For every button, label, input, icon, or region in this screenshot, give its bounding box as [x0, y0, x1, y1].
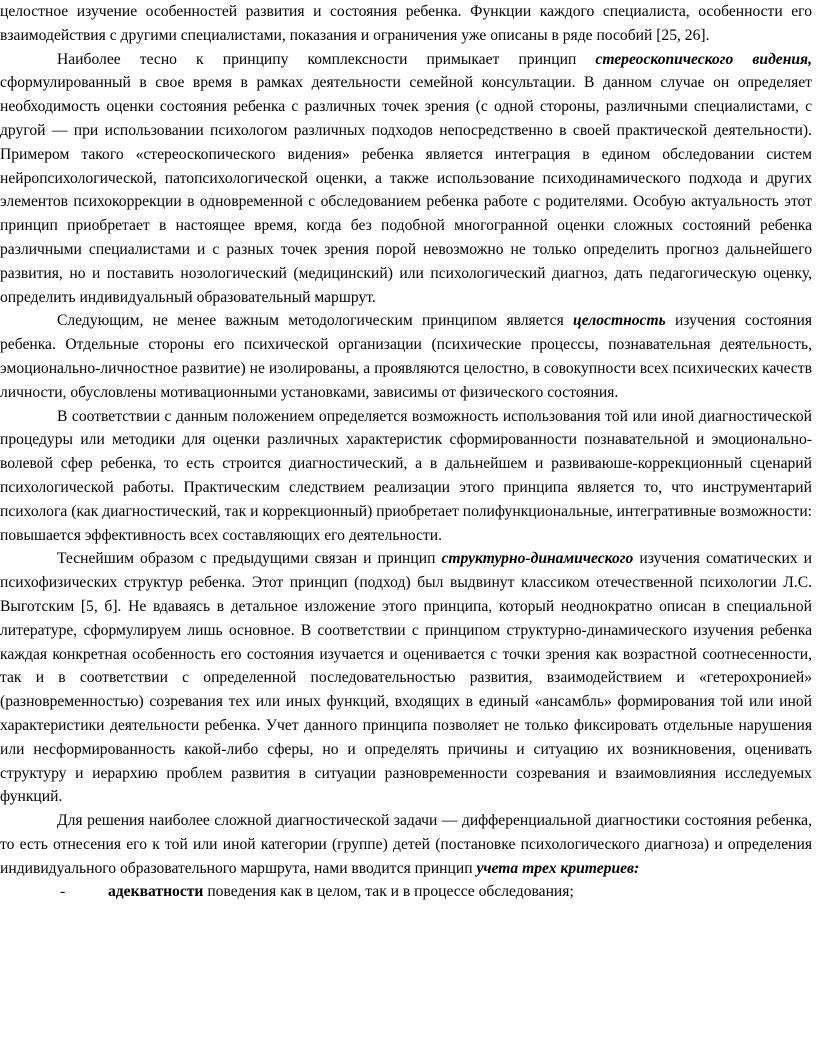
- emphasized-term: целостность: [573, 312, 666, 330]
- list-bullet: -: [60, 883, 66, 901]
- list-item-text: [108, 880, 574, 904]
- list-item: [0, 880, 812, 904]
- paragraph: [0, 809, 812, 880]
- paragraph-text: Теснейшим образом с предыдущими связан и принцип: [57, 550, 442, 568]
- paragraph: [0, 48, 812, 310]
- paragraph: [0, 0, 812, 48]
- paragraph-text: В соответствии с данным положением определяется возможность использования той или иной диагностической процедуры или методики для оценки различных характеристик сформированности познавательной и эмоционально-волевой сфер ребенка, то есть строится диагностический, а в дальнейшем и развиваюше-коррекционный сценарий психологической работы. Практическим следствием реализации этого принципа является то, что инструментарий психолога (как диагностический, так и коррекционный) приобретает полифункциональные, интегративные возможности: повышается эффективность всех составляющих его деятельности.: [0, 407, 812, 544]
- paragraph-text: Для решения наиболее сложной диагностической задачи — дифференциальной диагностики состояния ребенка, то есть отнесения его к той или иной категории (группе) детей (постановке психологического диагноза) и определения индивидуального образовательного маршрута, нами вводится принцип: [0, 812, 812, 877]
- paragraph: [0, 547, 812, 809]
- paragraph-text: сформулированный в свое время в рамках деятельности семейной консультации. В данном случае он определяет необходимость оценки состояния ребенка с различных точек зрения (с одной стороны, различными специалистами, с другой — при использовании психологом различных подходов непосредственно в своей практической деятельности). Примером такого «стереоскопического видения» ребенка является интеграция в едином обследовании систем нейропсихологической, патопсихологической оценки, а также использование психодинамического подхода и других элементов психокоррекции в одновременной с обследованием ребенка работе с родителями. Особую актуальность этот принцип приобретает в настоящее время, когда без подобной многогранной оценки сложных состояний ребенка различными специалистами и с разных точек зрения порой невозможно не только определить прогноз дальнейшего развития, но и поставить нозологический (медицинский) или психологический диагноз, дать педагогическую оценку, определить индивидуальный образовательный маршрут.: [0, 74, 812, 306]
- paragraph-text: Следующим, не менее важным методологическим принципом является: [57, 312, 574, 330]
- paragraph-text: Наиболее тесно к принципу комплексности примыкает принцип: [57, 50, 596, 68]
- list-item-term: адекватности: [108, 883, 204, 901]
- list-item-rest: поведения как в целом, так и в процессе обследования;: [203, 883, 574, 901]
- emphasized-term: стереоскопического видения,: [595, 50, 812, 68]
- paragraph-text: изучения состояния ребенка. Отдельные стороны его психической организации (психические процессы, познавательная деятельность, эмоционально-личностное развитие) не изолированы, а проявляются целостно, в совокупности всех психических качеств личности, обусловлены мотивационными установками, зависимы от физического состояния.: [0, 312, 812, 401]
- paragraph-text: изучения соматических и психофизических структур ребенка. Этот принцип (подход) был выдвинут классиком отечественной психологии Л.С. Выготским [5, б]. Не вдаваясь в детальное изложение этого принципа, который неоднократно описан в специальной литературе, сформулируем лишь основное. В соответствии с принципом структурно-динамического изучения ребенка каждая конкретная особенность его состояния изучается и оценивается с точки зрения как возрастной соотнесенности, так и в соответствии с определенной последовательностью развития, взаимодействием и «гетерохронией» (разновременностью) созревания тех или иных функций, входящих в единый «ансамбль» формирования той или иной характеристики деятельности ребенка. Учет данного принципа позволяет не только фиксировать отдельные нарушения или несформированность какой-либо сферы, но и определять причины и ситуацию их возникновения, оценивать структуру и иерархию проблем развития в ситуации разновременности созревания и взаимовлияния исследуемых функций.: [0, 550, 813, 806]
- criteria-list: [0, 880, 812, 904]
- emphasized-term: структурно-динамического: [441, 550, 634, 568]
- paragraph-text: целостное изучение особенностей развития и состояния ребенка. Функции каждого специалиста, особенности его взаимодействия с другими специалистами, показания и ограничения уже описаны в ряде пособий [25, 26].: [0, 3, 812, 44]
- emphasized-term: учета трех критериев:: [476, 859, 640, 877]
- paragraph: [0, 405, 812, 548]
- paragraph: [0, 309, 812, 404]
